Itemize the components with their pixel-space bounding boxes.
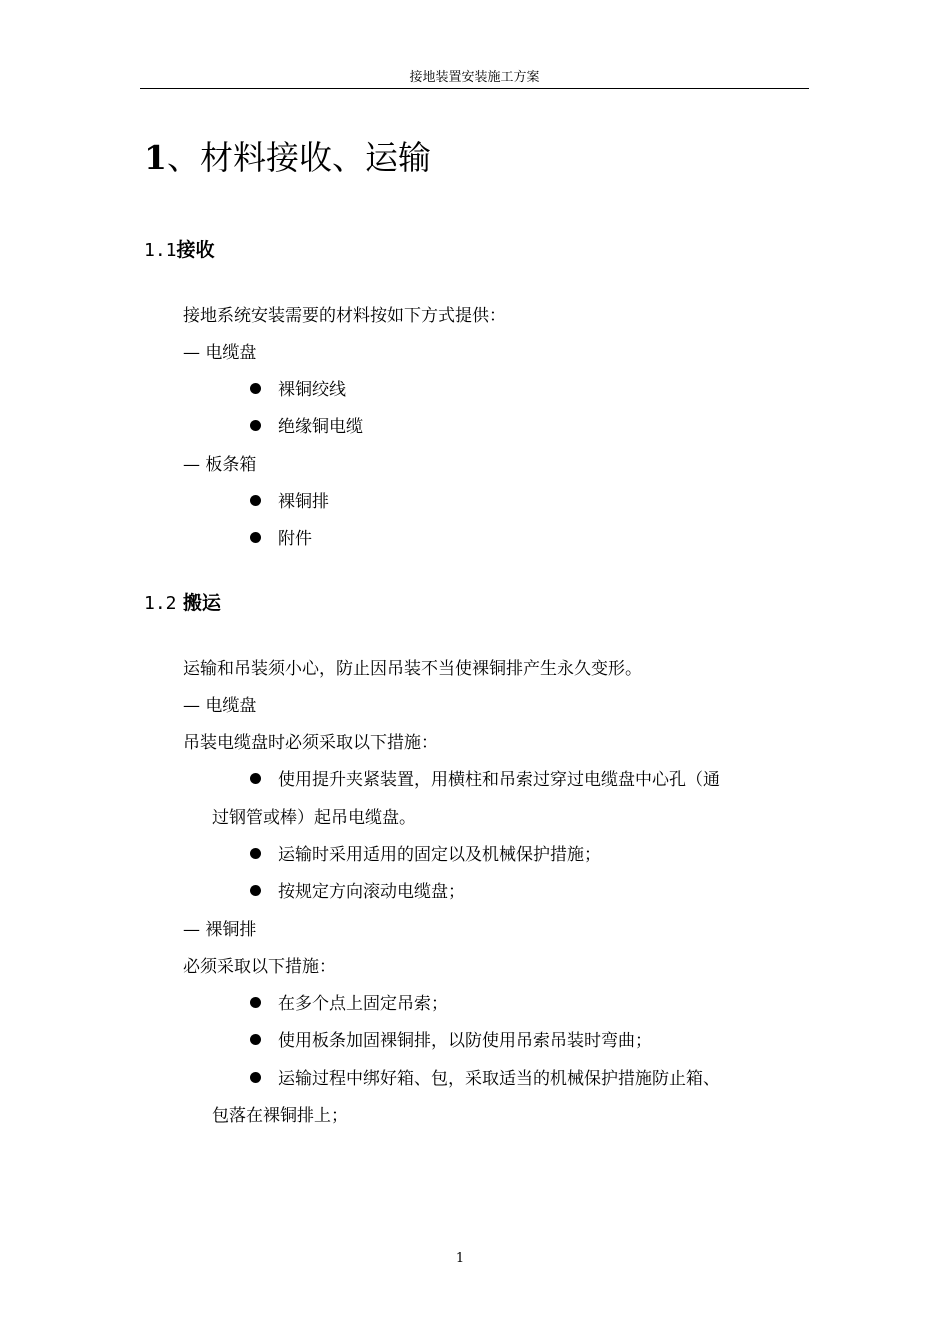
list-item-continuation: 过钢管或棒）起吊电缆盘。 <box>212 808 416 828</box>
list-item-text: 使用提升夹紧装置，用横柱和吊索过穿过电缆盘中心孔（通 <box>278 770 720 790</box>
list-item <box>250 1067 720 1091</box>
list-item <box>250 527 312 551</box>
section-title: 、材料接收、运输 <box>166 138 431 177</box>
bullet-icon <box>250 495 261 506</box>
list-item-text: 按规定方向滚动电缆盘； <box>278 882 465 902</box>
list-item-continuation: 包落在裸铜排上； <box>212 1106 348 1126</box>
group-label: — 板条箱 <box>183 455 257 475</box>
paragraph: 运输和吊装须小心，防止因吊装不当使裸铜排产生永久变形。 <box>183 659 642 679</box>
bullet-icon <box>250 848 261 859</box>
bullet-icon <box>250 420 261 431</box>
list-item-text: 裸铜绞线 <box>278 380 346 400</box>
list-item-text: 使用板条加固裸铜排，以防使用吊索吊装时弯曲； <box>278 1031 652 1051</box>
list-item <box>250 378 346 402</box>
bullet-icon <box>250 885 261 896</box>
page-number: 1 <box>455 1251 465 1266</box>
bullet-icon <box>250 773 261 784</box>
group-label: — 电缆盘 <box>183 343 257 363</box>
subsection-heading-receive <box>144 234 215 266</box>
section-number: 1 <box>144 138 167 177</box>
bullet-icon <box>250 997 261 1008</box>
list-item <box>250 1029 652 1053</box>
list-item <box>250 843 601 867</box>
list-item <box>250 415 363 439</box>
group-label: — 电缆盘 <box>183 696 257 716</box>
list-item-text: 裸铜排 <box>278 492 329 512</box>
paragraph: 必须采取以下措施： <box>183 957 336 977</box>
list-item-text: 运输时采用适用的固定以及机械保护措施； <box>278 845 601 865</box>
subsection-title: 搬运 <box>182 592 221 614</box>
list-item-text: 运输过程中绑好箱、包，采取适当的机械保护措施防止箱、 <box>278 1069 720 1089</box>
subsection-number: 1.2 <box>144 593 177 614</box>
list-item-text: 附件 <box>278 529 312 549</box>
section-heading <box>144 134 431 182</box>
bullet-icon <box>250 383 261 394</box>
paragraph: 接地系统安装需要的材料按如下方式提供： <box>183 306 506 326</box>
paragraph: 吊装电缆盘时必须采取以下措施： <box>183 733 438 753</box>
bullet-icon <box>250 532 261 543</box>
group-label: — 裸铜排 <box>183 920 257 940</box>
header-rule <box>140 88 809 89</box>
bullet-icon <box>250 1072 261 1083</box>
list-item <box>250 768 720 792</box>
list-item-text: 绝缘铜电缆 <box>278 417 363 437</box>
list-item <box>250 880 465 904</box>
subsection-heading-handling <box>144 587 221 619</box>
subsection-number: 1.1 <box>144 240 177 261</box>
running-header: 接地装置安装施工方案 <box>409 70 540 85</box>
subsection-title: 接收 <box>176 239 215 261</box>
list-item <box>250 992 448 1016</box>
list-item-text: 在多个点上固定吊索； <box>278 994 448 1014</box>
list-item <box>250 490 329 514</box>
bullet-icon <box>250 1034 261 1045</box>
